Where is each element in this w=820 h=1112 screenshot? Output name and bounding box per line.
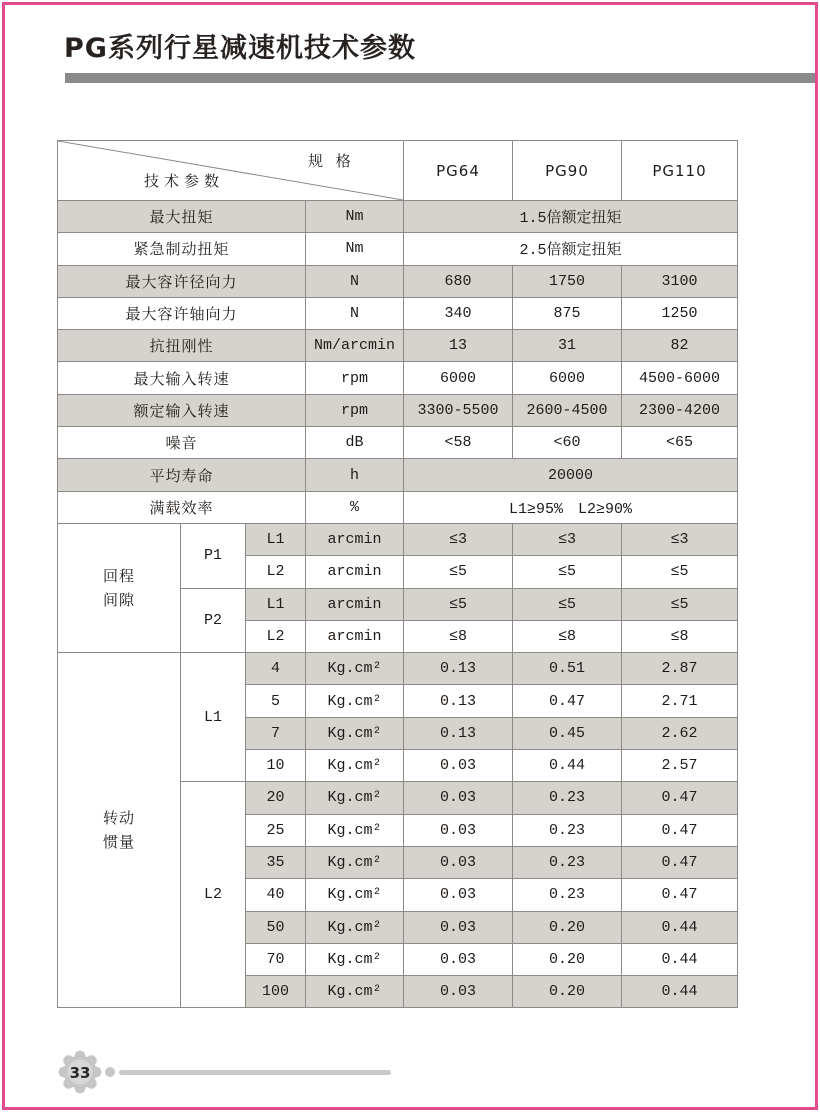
unit-cell: N [306, 297, 404, 329]
value-cell: 0.23 [513, 879, 622, 911]
value-cell: 0.44 [622, 911, 738, 943]
value-cell: ≤5 [404, 588, 513, 620]
value-cell: 0.47 [513, 685, 622, 717]
unit-cell: Kg.cm² [306, 943, 404, 975]
ratio-cell: 7 [246, 717, 306, 749]
value-cell: ≤5 [622, 588, 738, 620]
unit-cell: rpm [306, 362, 404, 394]
page-number-badge: 33 [69, 1064, 91, 1082]
unit-cell: % [306, 491, 404, 523]
value-cell: ≤3 [404, 523, 513, 555]
corner-spec-label: 规 格 [308, 152, 355, 170]
param-label: 抗扭刚性 [58, 330, 306, 362]
value-cell: 0.44 [622, 943, 738, 975]
table-row [58, 362, 738, 394]
value-cell: <58 [404, 427, 513, 459]
param-label: 最大输入转速 [58, 362, 306, 394]
value-cell: 13 [404, 330, 513, 362]
value-cell: 0.23 [513, 814, 622, 846]
unit-cell: Kg.cm² [306, 653, 404, 685]
group-label-inertia: 转动 惯量 [58, 653, 181, 1008]
value-cell: 0.23 [513, 782, 622, 814]
table-row [58, 459, 738, 491]
value-cell: 0.13 [404, 685, 513, 717]
value-cell: 2.62 [622, 717, 738, 749]
value-cell: ≤8 [404, 620, 513, 652]
unit-cell: arcmin [306, 523, 404, 555]
value-cell: ≤3 [622, 523, 738, 555]
ratio-cell: 25 [246, 814, 306, 846]
value-cell: 31 [513, 330, 622, 362]
value-cell: 2.57 [622, 750, 738, 782]
value-cell: ≤8 [622, 620, 738, 652]
class-label-p1: P1 [181, 523, 246, 588]
value-cell: ≤5 [404, 556, 513, 588]
ratio-cell: 10 [246, 750, 306, 782]
value-cell: 0.13 [404, 717, 513, 749]
unit-cell: Kg.cm² [306, 782, 404, 814]
stage-cell: L1 [246, 523, 306, 555]
title-underline-bar [65, 73, 815, 83]
value-cell: 2300-4200 [622, 394, 738, 426]
table-row [58, 653, 738, 685]
value-cell: 3300-5500 [404, 394, 513, 426]
page-title: PG系列行星减速机技术参数 [64, 33, 416, 64]
param-label: 额定输入转速 [58, 394, 306, 426]
stage-cell: L2 [246, 556, 306, 588]
merged-value-cell: 2.5倍额定扭矩 [404, 233, 738, 265]
group-label-backlash: 回程 间隙 [58, 523, 181, 652]
ratio-cell: 70 [246, 943, 306, 975]
value-cell: 875 [513, 297, 622, 329]
unit-cell: N [306, 265, 404, 297]
value-cell: 0.47 [622, 814, 738, 846]
stage-label-l2: L2 [181, 782, 246, 1008]
gear-icon [56, 1048, 104, 1096]
value-cell: 1250 [622, 297, 738, 329]
model-column-header: PG64 [404, 141, 513, 201]
unit-cell: Nm/arcmin [306, 330, 404, 362]
value-cell: 2.87 [622, 653, 738, 685]
table-row [58, 427, 738, 459]
footer-rule [119, 1070, 391, 1075]
value-cell: 0.03 [404, 976, 513, 1008]
value-cell: 0.03 [404, 879, 513, 911]
ratio-cell: 4 [246, 653, 306, 685]
value-cell: <65 [622, 427, 738, 459]
table-row [58, 265, 738, 297]
value-cell: ≤3 [513, 523, 622, 555]
value-cell: 0.23 [513, 846, 622, 878]
value-cell: ≤5 [513, 588, 622, 620]
param-label: 最大容许径向力 [58, 265, 306, 297]
table-row [58, 233, 738, 265]
stage-cell: L2 [246, 620, 306, 652]
value-cell: 0.47 [622, 846, 738, 878]
param-label: 最大扭矩 [58, 201, 306, 233]
unit-cell: h [306, 459, 404, 491]
unit-cell: Kg.cm² [306, 846, 404, 878]
unit-cell: Nm [306, 233, 404, 265]
model-column-header: PG110 [622, 141, 738, 201]
unit-cell: arcmin [306, 556, 404, 588]
value-cell: 0.03 [404, 911, 513, 943]
value-cell: 2600-4500 [513, 394, 622, 426]
param-label: 最大容许轴向力 [58, 297, 306, 329]
value-cell: 0.44 [513, 750, 622, 782]
unit-cell: arcmin [306, 620, 404, 652]
value-cell: 680 [404, 265, 513, 297]
table-row [58, 394, 738, 426]
merged-value-cell: 1.5倍额定扭矩 [404, 201, 738, 233]
corner-param-label: 技术参数 [144, 172, 225, 190]
merged-value-cell: 20000 [404, 459, 738, 491]
value-cell: 0.20 [513, 976, 622, 1008]
value-cell: 0.20 [513, 911, 622, 943]
merged-value-cell: L1≥95% L2≥90% [404, 491, 738, 523]
unit-cell: Kg.cm² [306, 685, 404, 717]
value-cell: 1750 [513, 265, 622, 297]
param-label: 紧急制动扭矩 [58, 233, 306, 265]
value-cell: 0.03 [404, 846, 513, 878]
unit-cell: Kg.cm² [306, 717, 404, 749]
value-cell: 0.13 [404, 653, 513, 685]
value-cell: 6000 [513, 362, 622, 394]
value-cell: 6000 [404, 362, 513, 394]
table-row [58, 297, 738, 329]
class-label-p2: P2 [181, 588, 246, 653]
table-row [58, 523, 738, 555]
spec-table [57, 140, 738, 1008]
ratio-cell: 50 [246, 911, 306, 943]
unit-cell: Kg.cm² [306, 814, 404, 846]
value-cell: 82 [622, 330, 738, 362]
page-footer [56, 1048, 391, 1096]
value-cell: <60 [513, 427, 622, 459]
value-cell: 0.03 [404, 750, 513, 782]
value-cell: 2.71 [622, 685, 738, 717]
value-cell: ≤8 [513, 620, 622, 652]
value-cell: 0.45 [513, 717, 622, 749]
unit-cell: Kg.cm² [306, 911, 404, 943]
value-cell: ≤5 [622, 556, 738, 588]
ratio-cell: 100 [246, 976, 306, 1008]
table-row [58, 201, 738, 233]
stage-label-l1: L1 [181, 653, 246, 782]
value-cell: 0.03 [404, 782, 513, 814]
unit-cell: rpm [306, 394, 404, 426]
value-cell: 0.20 [513, 943, 622, 975]
table-row [58, 330, 738, 362]
value-cell: 0.47 [622, 782, 738, 814]
value-cell: ≤5 [513, 556, 622, 588]
stage-cell: L1 [246, 588, 306, 620]
param-label: 满载效率 [58, 491, 306, 523]
unit-cell: dB [306, 427, 404, 459]
unit-cell: Kg.cm² [306, 750, 404, 782]
diagonal-header-cell [58, 141, 404, 201]
ratio-cell: 5 [246, 685, 306, 717]
param-label: 噪音 [58, 427, 306, 459]
param-label: 平均寿命 [58, 459, 306, 491]
ratio-cell: 35 [246, 846, 306, 878]
footer-dot [105, 1067, 115, 1077]
value-cell: 0.03 [404, 943, 513, 975]
value-cell: 0.44 [622, 976, 738, 1008]
value-cell: 340 [404, 297, 513, 329]
value-cell: 0.47 [622, 879, 738, 911]
value-cell: 0.51 [513, 653, 622, 685]
model-column-header: PG90 [513, 141, 622, 201]
table-header-row [58, 141, 738, 201]
ratio-cell: 40 [246, 879, 306, 911]
unit-cell: Nm [306, 201, 404, 233]
table-row [58, 491, 738, 523]
value-cell: 4500-6000 [622, 362, 738, 394]
unit-cell: Kg.cm² [306, 976, 404, 1008]
unit-cell: arcmin [306, 588, 404, 620]
ratio-cell: 20 [246, 782, 306, 814]
value-cell: 3100 [622, 265, 738, 297]
value-cell: 0.03 [404, 814, 513, 846]
unit-cell: Kg.cm² [306, 879, 404, 911]
